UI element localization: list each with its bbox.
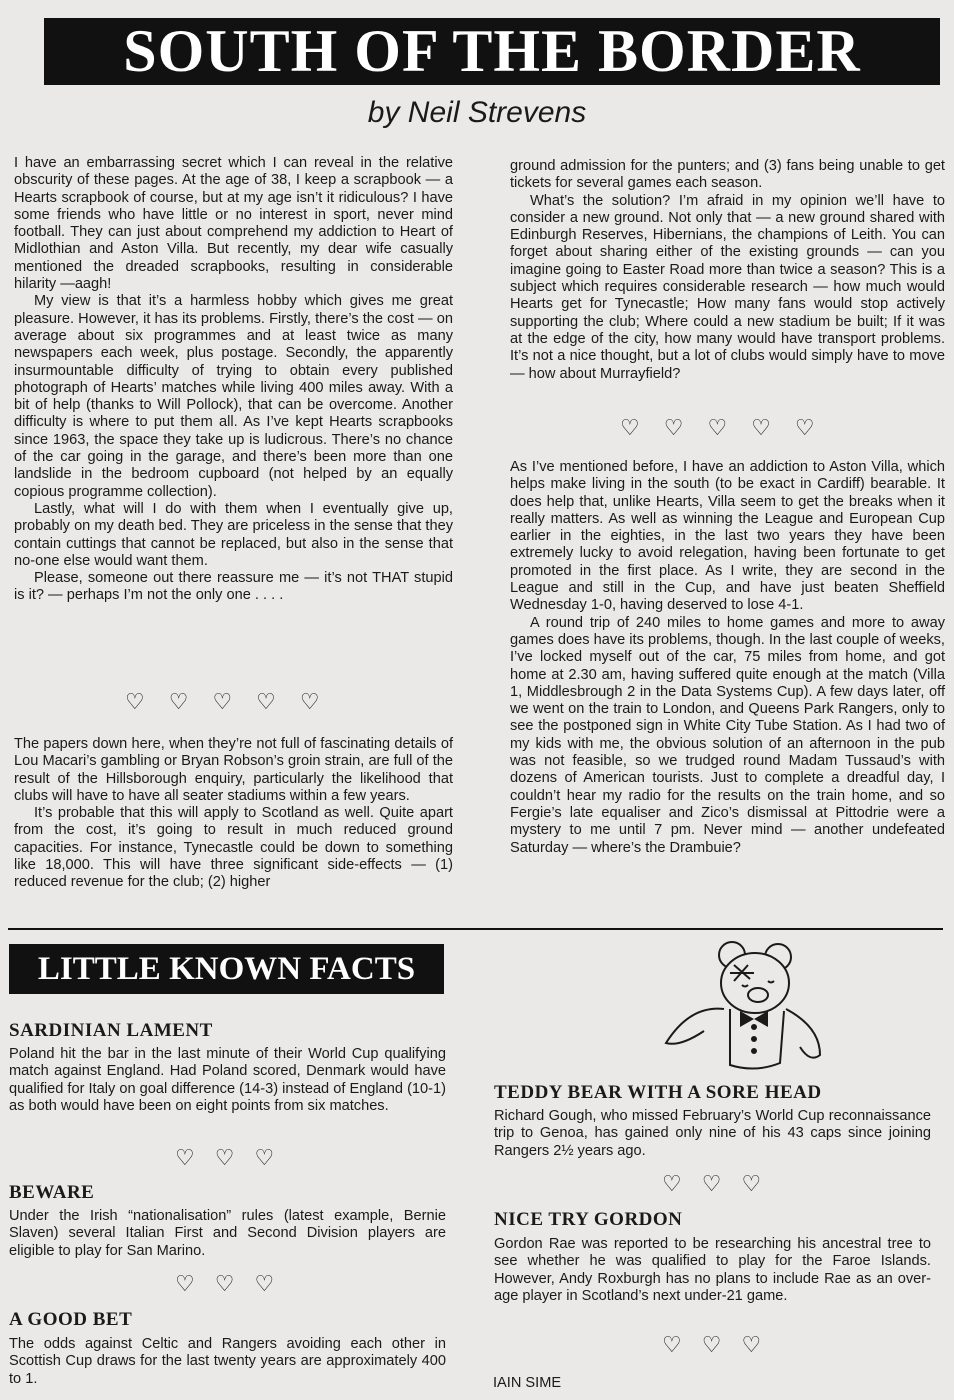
paragraph: What’s the solution? I’m afraid in my opinion we’ll have to consider a new ground. Not only that — a new ground shared with Edinburgh Reserves, Hibernians, the champions of Leith. You can forget about sharing either of the existing grounds — can you imagine going to Easter Road more than twice a season? This is a subject which requires considerable research — how much would Hearts get for Tynecastle; How many fans would stop actively supporting the club; Where could a new stadium be built; If it was at the edge of the city, how many would have transport problems. It’s not a nice thought, but a lot of clubs would simply have to move — how about Murrayfield? bbox=[510, 192, 945, 382]
fact-body: Under the Irish “nationalisation” rules (latest example, Bernie Slaven) several Italian First and Second Division players are eligible to play for San Marino. bbox=[9, 1208, 446, 1259]
right-column-top bbox=[510, 158, 945, 383]
heart-divider-icon: ♡♡♡ bbox=[175, 1272, 295, 1297]
fact-heading: TEDDY BEAR WITH A SORE HEAD bbox=[494, 1082, 822, 1103]
heart-divider-icon: ♡♡♡ bbox=[662, 1333, 782, 1358]
left-column-top bbox=[14, 155, 453, 605]
heart-divider-icon: ♡♡♡ bbox=[662, 1172, 782, 1197]
paragraph: ground admission for the punters; and (3) fans being unable to get tickets for several games each season. bbox=[510, 158, 945, 192]
article-title: SOUTH OF THE BORDER bbox=[44, 18, 940, 85]
heart-divider-icon: ♡♡♡♡♡ bbox=[125, 690, 344, 715]
paragraph: A round trip of 240 miles to home games and more to away games does have its problems, though. In the last couple of weeks, I’ve locked myself out of the car, 75 miles from home, and got home at 2.30 am, having suffered quite enough at the match (Villa 1, Middlesbrough 2 in the Data Systems Cup). A few days later, off we went on the train to London, and Queens Park Rangers, only to see the postponed sign in White City Tube Station. As I had two of my kids with me, the obvious solution of an afternoon in the pub was not feasible, so we trudged round Madam Tussaud’s with dozens of American tourists. Just to complete a dreadful day, I couldn’t hear my radio for the results on the train home, and so Fergie’s late equaliser and Zico’s dismissal at Pittodrie were a mystery to me until 7 pm. Never mind — another undefeated Saturday — where’s the Drambuie? bbox=[510, 614, 945, 856]
fact-heading: BEWARE bbox=[9, 1182, 95, 1203]
fact-body: Gordon Rae was reported to be researching his ancestral tree to see whether he was qualified to play for the Faroe Islands. However, Andy Roxburgh has no plans to include Rae as an over-age player in Scotland’s next under-21 game. bbox=[494, 1236, 931, 1304]
author-signature: IAIN SIME bbox=[493, 1375, 562, 1391]
paragraph: It’s probable that this will apply to Scotland as well. Quite apart from the cost, it’s going to result in much reduced ground capacities. For instance, Tynecastle could be down to something like 18,000. This will have three significant side-effects — (1) reduced revenue for the club; (2) higher bbox=[14, 805, 453, 891]
paragraph: My view is that it’s a harmless hobby which gives me great pleasure. However, it has its problems. Firstly, there’s the cost — on average about six programmes and at least twice as many newspapers each week, plus postage. Secondly, the apparently insurmountable difficulty of trying to obtain every published photograph of Hearts’ matches while living 400 miles away. With a bit of help (thanks to Will Pollock), that can be overcome. Another difficulty is where to put them all. As I’ve kept Hearts scrapbooks since 1963, the space they take up is ludicrous. There’s no chance of the car going in the garage, and there’s been more than one landslide in the bedroom cupboard (not helped by an equally copious programme collection). bbox=[14, 293, 453, 500]
heart-divider-icon: ♡♡♡ bbox=[175, 1146, 295, 1171]
left-column-bottom bbox=[14, 736, 453, 892]
facts-title: LITTLE KNOWN FACTS bbox=[9, 944, 444, 994]
heart-divider-icon: ♡♡♡♡♡ bbox=[620, 416, 839, 441]
paragraph: As I’ve mentioned before, I have an addiction to Aston Villa, which helps make living in the south (to be exact in Cardiff) bearable. It does help that, unlike Hearts, Villa seem to get the breaks when it really matters. As well as winning the League and European Cup earlier in the eighties, in the last two years they have been extremely lucky to avoid relegation, having been fortunate to get promoted in the first place. As I write, they are second in the League and still in the Cup, and have just beaten Sheffield Wednesday 1-0, having deserved to lose 4-1. bbox=[510, 459, 945, 614]
paragraph: The papers down here, when they’re not full of fascinating details of Lou Macari’s gambling or Bryan Robson’s groin strain, are full of the result of the Hillsborough enquiry, particularly the likelihood that clubs will have to have all seater stadiums within a few years. bbox=[14, 736, 453, 804]
fact-body: The odds against Celtic and Rangers avoiding each other in Scottish Cup draws for the last twenty years are approximately 400 to 1. bbox=[9, 1336, 446, 1387]
fact-heading: NICE TRY GORDON bbox=[494, 1209, 683, 1230]
fact-body: Poland hit the bar in the last minute of their World Cup qualifying match against England. Had Poland scored, Denmark would have qualified for Italy on goal difference (14-3) instead of England (10-1) as both would have been on eight points from six matches. bbox=[9, 1046, 447, 1114]
paragraph: I have an embarrassing secret which I can reveal in the relative obscurity of these pages. At the age of 38, I keep a scrapbook — a Hearts scrapbook of course, but at my age isn’t it ridiculous? I have some friends who have little or no interest in sport, never mind football. They can just about comprehend my addiction to Heart of Midlothian and Aston Villa. But recently, my dear wife casually mentioned the dreaded scrapbooks, resulting in considerable hilarity —aagh! bbox=[14, 155, 453, 293]
section-divider bbox=[8, 928, 943, 930]
teddy-bear-illustration bbox=[650, 935, 860, 1075]
article-byline: by Neil Strevens bbox=[367, 96, 587, 129]
paragraph: Lastly, what will I do with them when I eventually give up, probably on my death bed. They are priceless in the sense that they contain cuttings that cannot be replaced, but also in the sense that no-one else would want them. bbox=[14, 500, 453, 569]
paragraph: Please, someone out there reassure me — it’s not THAT stupid is it? — perhaps I’m not the only one . . . . bbox=[14, 570, 453, 604]
fact-heading: SARDINIAN LAMENT bbox=[9, 1020, 213, 1041]
fact-body: Richard Gough, who missed February’s World Cup reconnaissance trip to Genoa, has gained only nine of his 43 caps since joining Rangers 2½ years ago. bbox=[494, 1108, 931, 1159]
fact-heading: A GOOD BET bbox=[9, 1309, 133, 1330]
right-column-bottom bbox=[510, 459, 945, 857]
